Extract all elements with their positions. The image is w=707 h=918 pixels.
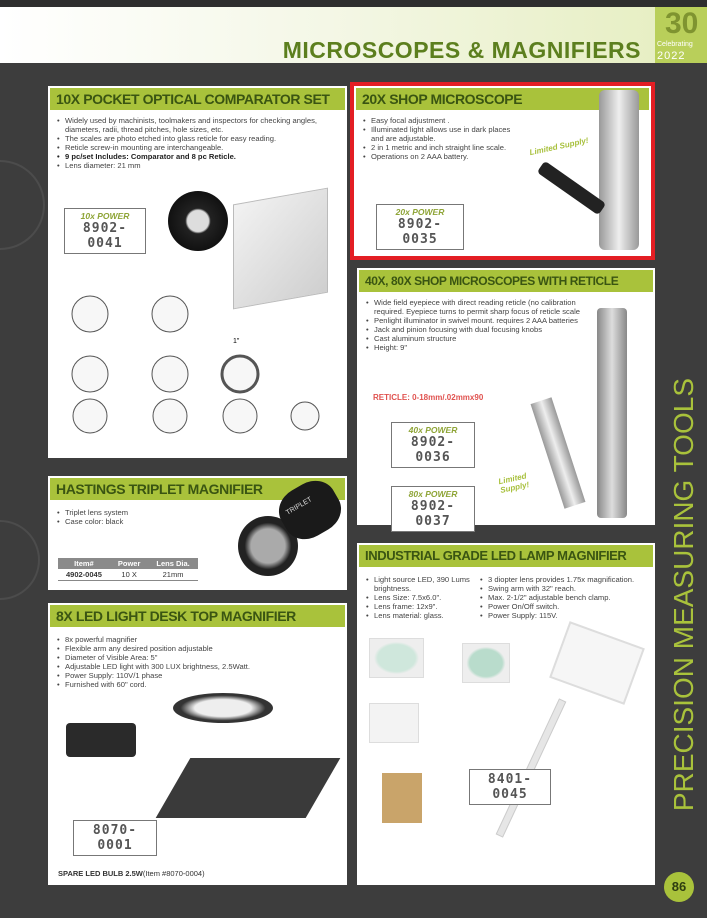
bullet: • Flexible arm any desired position adjustable — [56, 644, 341, 653]
table-cell: 10 X — [110, 569, 149, 581]
comparator-panel — [48, 86, 347, 458]
table-row — [58, 569, 198, 581]
spare-bulb-label: SPARE LED BULB 2.5W — [58, 869, 143, 878]
power-label: 80x POWER — [408, 489, 458, 499]
bench-image — [382, 773, 422, 823]
bullet: • Lens diameter: 21 mm — [56, 161, 341, 170]
panel-title: 10X POCKET OPTICAL COMPARATOR SET — [56, 91, 330, 107]
table-header-row — [58, 558, 198, 569]
gear-decoration — [0, 160, 45, 250]
bullet: • Easy focal adjustment . — [362, 116, 512, 125]
bullet-list-right — [479, 575, 651, 620]
item-box — [469, 769, 551, 805]
bullet: • Power Supply: 110V/1 phase — [56, 671, 341, 680]
reticle-spec: RETICLE: 0-18mm/.02mmx90 — [373, 393, 484, 402]
bullet: • Lens frame: 12x9". — [365, 602, 475, 611]
lens-label: TRIPLET — [284, 496, 314, 517]
bullet: • Widely used by machinists, toolmakers and inspectors for checking angles, diameters, radii, thread pitches, hole sizes, etc. — [56, 116, 341, 134]
bullet: • Height: 9" — [365, 343, 590, 352]
badge-year: 2022 — [657, 50, 686, 62]
column-header: Item# — [58, 558, 110, 569]
item-number: 8902-0041 — [82, 221, 128, 251]
bullet: • Max. 2-1/2" adjustable bench clamp. — [479, 593, 651, 602]
dimension-label: 1" — [233, 338, 240, 345]
bullet: • 3 diopter lens provides 1.75x magnification. — [479, 575, 651, 584]
spare-bulb-note — [58, 869, 205, 878]
column-header: Lens Dia. — [148, 558, 197, 569]
lamp-image — [549, 621, 645, 705]
badge-number: 30 — [665, 7, 699, 40]
bullet: • 2 in 1 metric and inch straight line scale. — [362, 143, 512, 152]
bullet-list — [56, 508, 236, 526]
item-number: 8401-0045 — [487, 772, 533, 802]
magnifier-lens-image — [173, 693, 273, 723]
panel-title: HASTINGS TRIPLET MAGNIFIER — [56, 481, 263, 497]
base-plate-image — [156, 758, 341, 818]
bullet: • Reticle screw-in mounting are interchangeable. — [56, 143, 341, 152]
anniversary-badge — [655, 7, 707, 63]
led-lamp-magnifier-panel — [357, 543, 655, 885]
item-number: 8070-0001 — [92, 823, 138, 853]
shop-microscopes-40x-80x-panel — [357, 268, 655, 529]
gear-decoration — [0, 520, 40, 600]
power-label: 40x POWER — [408, 425, 458, 435]
panel-title: 20X SHOP MICROSCOPE — [362, 91, 523, 107]
lamp-head-image — [462, 643, 510, 683]
case-image — [233, 188, 328, 310]
column-header: Power — [110, 558, 149, 569]
lamp-arm-image — [496, 698, 567, 837]
page-number: 86 — [664, 872, 694, 902]
highlight-frame — [350, 82, 655, 260]
bullet: • Triplet lens system — [56, 508, 236, 517]
bullet: • Adjustable LED light with 300 LUX brightness, 2.5Watt. — [56, 662, 341, 671]
bullet-list-left — [365, 575, 475, 620]
limited-supply-label: Limited Supply! — [528, 135, 590, 158]
lamp-head-image — [369, 638, 424, 678]
led-desktop-magnifier-panel — [48, 603, 347, 885]
spare-bulb-item: (Item #8070-0004) — [142, 869, 205, 878]
power-label: 20x POWER — [395, 207, 445, 217]
clamp-image — [369, 703, 419, 743]
bullet-list — [56, 635, 341, 689]
panel-header — [359, 270, 653, 292]
comparator-image — [168, 191, 228, 251]
power-adapter-image — [66, 723, 136, 757]
bullet: • Wide field eyepiece with direct reading reticle (no calibration required. Eyepiece turns to permit sharp focus of reticle scale — [365, 298, 590, 316]
hastings-triplet-panel — [48, 476, 347, 590]
power-label: 10x POWER — [80, 211, 130, 221]
bullet: • Swing arm with 32" reach. — [479, 584, 651, 593]
page-header — [0, 7, 655, 63]
bullet: • The scales are photo etched into glass reticle for easy reading. — [56, 134, 341, 143]
item-box-40x — [391, 422, 475, 468]
page-title: MICROSCOPES & MAGNIFIERS — [282, 37, 641, 63]
item-box-80x — [391, 486, 475, 532]
bullet-list — [365, 298, 590, 352]
bullet: • Jack and pinion focusing with dual focusing knobs — [365, 325, 590, 334]
bullet: • 9 pc/set Includes: Comparator and 8 pc Reticle. — [56, 152, 341, 161]
panel-title: INDUSTRIAL GRADE LED LAMP MAGNIFIER — [365, 548, 627, 563]
item-number: 8902-0036 — [410, 435, 456, 465]
section-side-label: PRECISION MEASURING TOOLS — [668, 378, 699, 812]
bullet: • Illuminated light allows use in dark places and are adjustable. — [362, 125, 512, 143]
item-number: 8902-0035 — [397, 217, 443, 247]
penlight-image — [531, 397, 586, 508]
bullet: • Furnished with 60" cord. — [56, 680, 341, 689]
top-bar — [0, 0, 707, 7]
badge-celebrating: Celebrating — [657, 41, 693, 48]
limited-supply-label: Limited Supply! — [497, 471, 531, 495]
table-cell: 4902-0045 — [58, 569, 110, 581]
table-cell: 21mm — [148, 569, 197, 581]
bullet: • Light source LED, 390 Lums brightness. — [365, 575, 475, 593]
item-box — [64, 208, 146, 254]
item-box — [73, 820, 157, 856]
panel-title: 40X, 80X SHOP MICROSCOPES WITH RETICLE — [365, 274, 619, 288]
bullet: • Power Supply: 115V. — [479, 611, 651, 620]
bullet: • Penlight illuminator in swivel mount. requires 2 AAA batteries — [365, 316, 590, 325]
bullet-list — [56, 116, 341, 170]
panel-header — [50, 605, 345, 627]
spec-table — [58, 558, 198, 581]
bullet: • Power On/Off switch. — [479, 602, 651, 611]
bullet: • Lens Size: 7.5x6.0". — [365, 593, 475, 602]
reticle-images — [70, 294, 320, 434]
panel-title: 8X LED LIGHT DESK TOP MAGNIFIER — [56, 608, 296, 624]
bullet: • Case color: black — [56, 517, 236, 526]
bullet: • Diameter of Visible Area: 5" — [56, 653, 341, 662]
bullet: • Operations on 2 AAA battery. — [362, 152, 512, 161]
panel-header — [359, 545, 653, 567]
bullet: • 8x powerful magnifier — [56, 635, 341, 644]
panel-header — [50, 88, 345, 110]
microscope-image — [597, 308, 627, 518]
bullet: • Cast aluminum structure — [365, 334, 590, 343]
item-number: 8902-0037 — [410, 499, 456, 529]
bullet: • Lens material: glass. — [365, 611, 475, 620]
